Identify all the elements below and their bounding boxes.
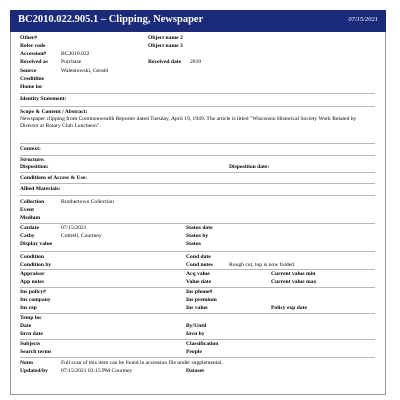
divider <box>20 195 375 196</box>
label-status-date: Status date <box>186 225 213 231</box>
label-ins-company: Ins company <box>20 297 51 303</box>
label-search-terms: Search terms <box>20 349 52 355</box>
label-medium: Medium <box>20 215 41 221</box>
label-disposition-date: Disposition date: <box>229 164 270 170</box>
record-title: BC2010.022.905.1 – Clipping, Newspaper <box>18 14 204 25</box>
label-acq-value: Acq value <box>186 271 210 277</box>
divider <box>20 223 375 224</box>
divider <box>20 155 375 156</box>
divider <box>20 106 375 107</box>
divider <box>20 287 375 288</box>
label-condition: Condition <box>20 254 44 260</box>
label-date: Date <box>20 323 32 329</box>
value-source: Walentowski, Gerald <box>61 68 109 74</box>
label-context: Context: <box>20 146 41 152</box>
value-accession: BC2010.022 <box>61 51 90 57</box>
label-ins-premium: Ins premium <box>186 297 217 303</box>
label-scope: Scope & Content / Abstract: <box>20 109 88 115</box>
record-date: 07/15/2021 <box>348 16 378 23</box>
label-disposition: Disposition: <box>20 164 49 170</box>
label-ins-value: Ins value <box>186 305 208 311</box>
label-temp-loc: Temp loc <box>20 315 42 321</box>
divider <box>20 183 375 184</box>
label-received-as: Received as <box>20 59 48 65</box>
label-allied: Allied Materials: <box>20 186 61 192</box>
label-object-name-3: Object name 3 <box>148 43 183 49</box>
label-catdate: Catdate <box>20 225 39 231</box>
label-app-notes: App notes <box>20 279 45 285</box>
label-invn-by: Invn by <box>186 331 205 337</box>
divider <box>20 251 375 252</box>
value-catby: Cottrell, Courtney <box>61 233 102 239</box>
label-home-loc: Home loc <box>20 84 43 90</box>
divider <box>20 269 375 270</box>
label-people: People <box>186 349 202 355</box>
label-ins-phone: Ins phone# <box>186 289 213 295</box>
label-cond-date: Cond date <box>186 254 211 260</box>
label-cond-notes: Cond notes <box>186 262 213 268</box>
value-scope: Newspaper clipping from Commonwealth Reporter dated Tuesday, April 19, 1949. The article is titled "Wisconsin Historical Society Work Related by Director at Rotary Club Luncheon". <box>20 116 357 130</box>
label-by-until: By/Until <box>186 323 207 329</box>
divider <box>20 357 375 358</box>
divider <box>20 339 375 340</box>
label-source: Source <box>20 68 37 74</box>
label-other-no: Other# <box>20 35 38 41</box>
divider <box>20 143 375 144</box>
label-subjects: Subjects <box>20 341 41 347</box>
divider <box>20 172 375 173</box>
label-collection: Collection <box>20 199 45 205</box>
label-object-name-2: Object name 2 <box>148 35 183 41</box>
value-received-date: 2010 <box>190 59 202 65</box>
label-policy-exp-date: Policy exp date <box>271 305 308 311</box>
label-value-date: Value date <box>186 279 212 285</box>
label-condition-by: Condition by <box>20 262 52 268</box>
value-collection: Brothertown Collection <box>61 199 114 205</box>
record-header <box>10 10 386 32</box>
label-received-date: Received date <box>148 59 182 65</box>
label-current-value-min: Current value min <box>271 271 316 277</box>
label-conditions: Conditions of Access & Use: <box>20 175 88 181</box>
label-notes: Notes <box>20 360 34 366</box>
label-ins-rep: Ins rep <box>20 305 37 311</box>
label-creditline: Creditline <box>20 76 45 82</box>
label-ins-policy: Ins policy# <box>20 289 46 295</box>
label-appraisor: Appraisor <box>20 271 45 277</box>
label-current-value-max: Current value max <box>271 279 317 285</box>
value-updated-by: 07/15/2021 03:15 PM Courtney <box>61 368 133 374</box>
label-status-by: Status by <box>186 233 209 239</box>
label-invn-date: Invn date <box>20 331 43 337</box>
label-accession: Accession# <box>20 51 47 57</box>
label-display-value: Display value <box>20 241 53 247</box>
value-received-as: Purchase <box>61 59 82 65</box>
value-catdate: 07/15/2021 <box>61 225 87 231</box>
label-dataset: Dataset <box>186 368 205 374</box>
divider <box>20 313 375 314</box>
label-identity-statement: Identity Statement: <box>20 96 67 102</box>
label-status: Status <box>186 241 201 247</box>
label-updated-by: Updated/by <box>20 368 48 374</box>
label-catby: Catby <box>20 233 35 239</box>
label-classification: Classification <box>186 341 219 347</box>
value-notes: Full scan of this item can be found in accession file under supplemental. <box>61 360 223 366</box>
label-structure: Structure: <box>20 157 45 163</box>
label-event: Event <box>20 207 34 213</box>
label-refer-code: Refer code <box>20 43 46 49</box>
divider <box>20 93 375 94</box>
value-cond-notes: Rough cut, top is now folded. <box>229 262 296 268</box>
